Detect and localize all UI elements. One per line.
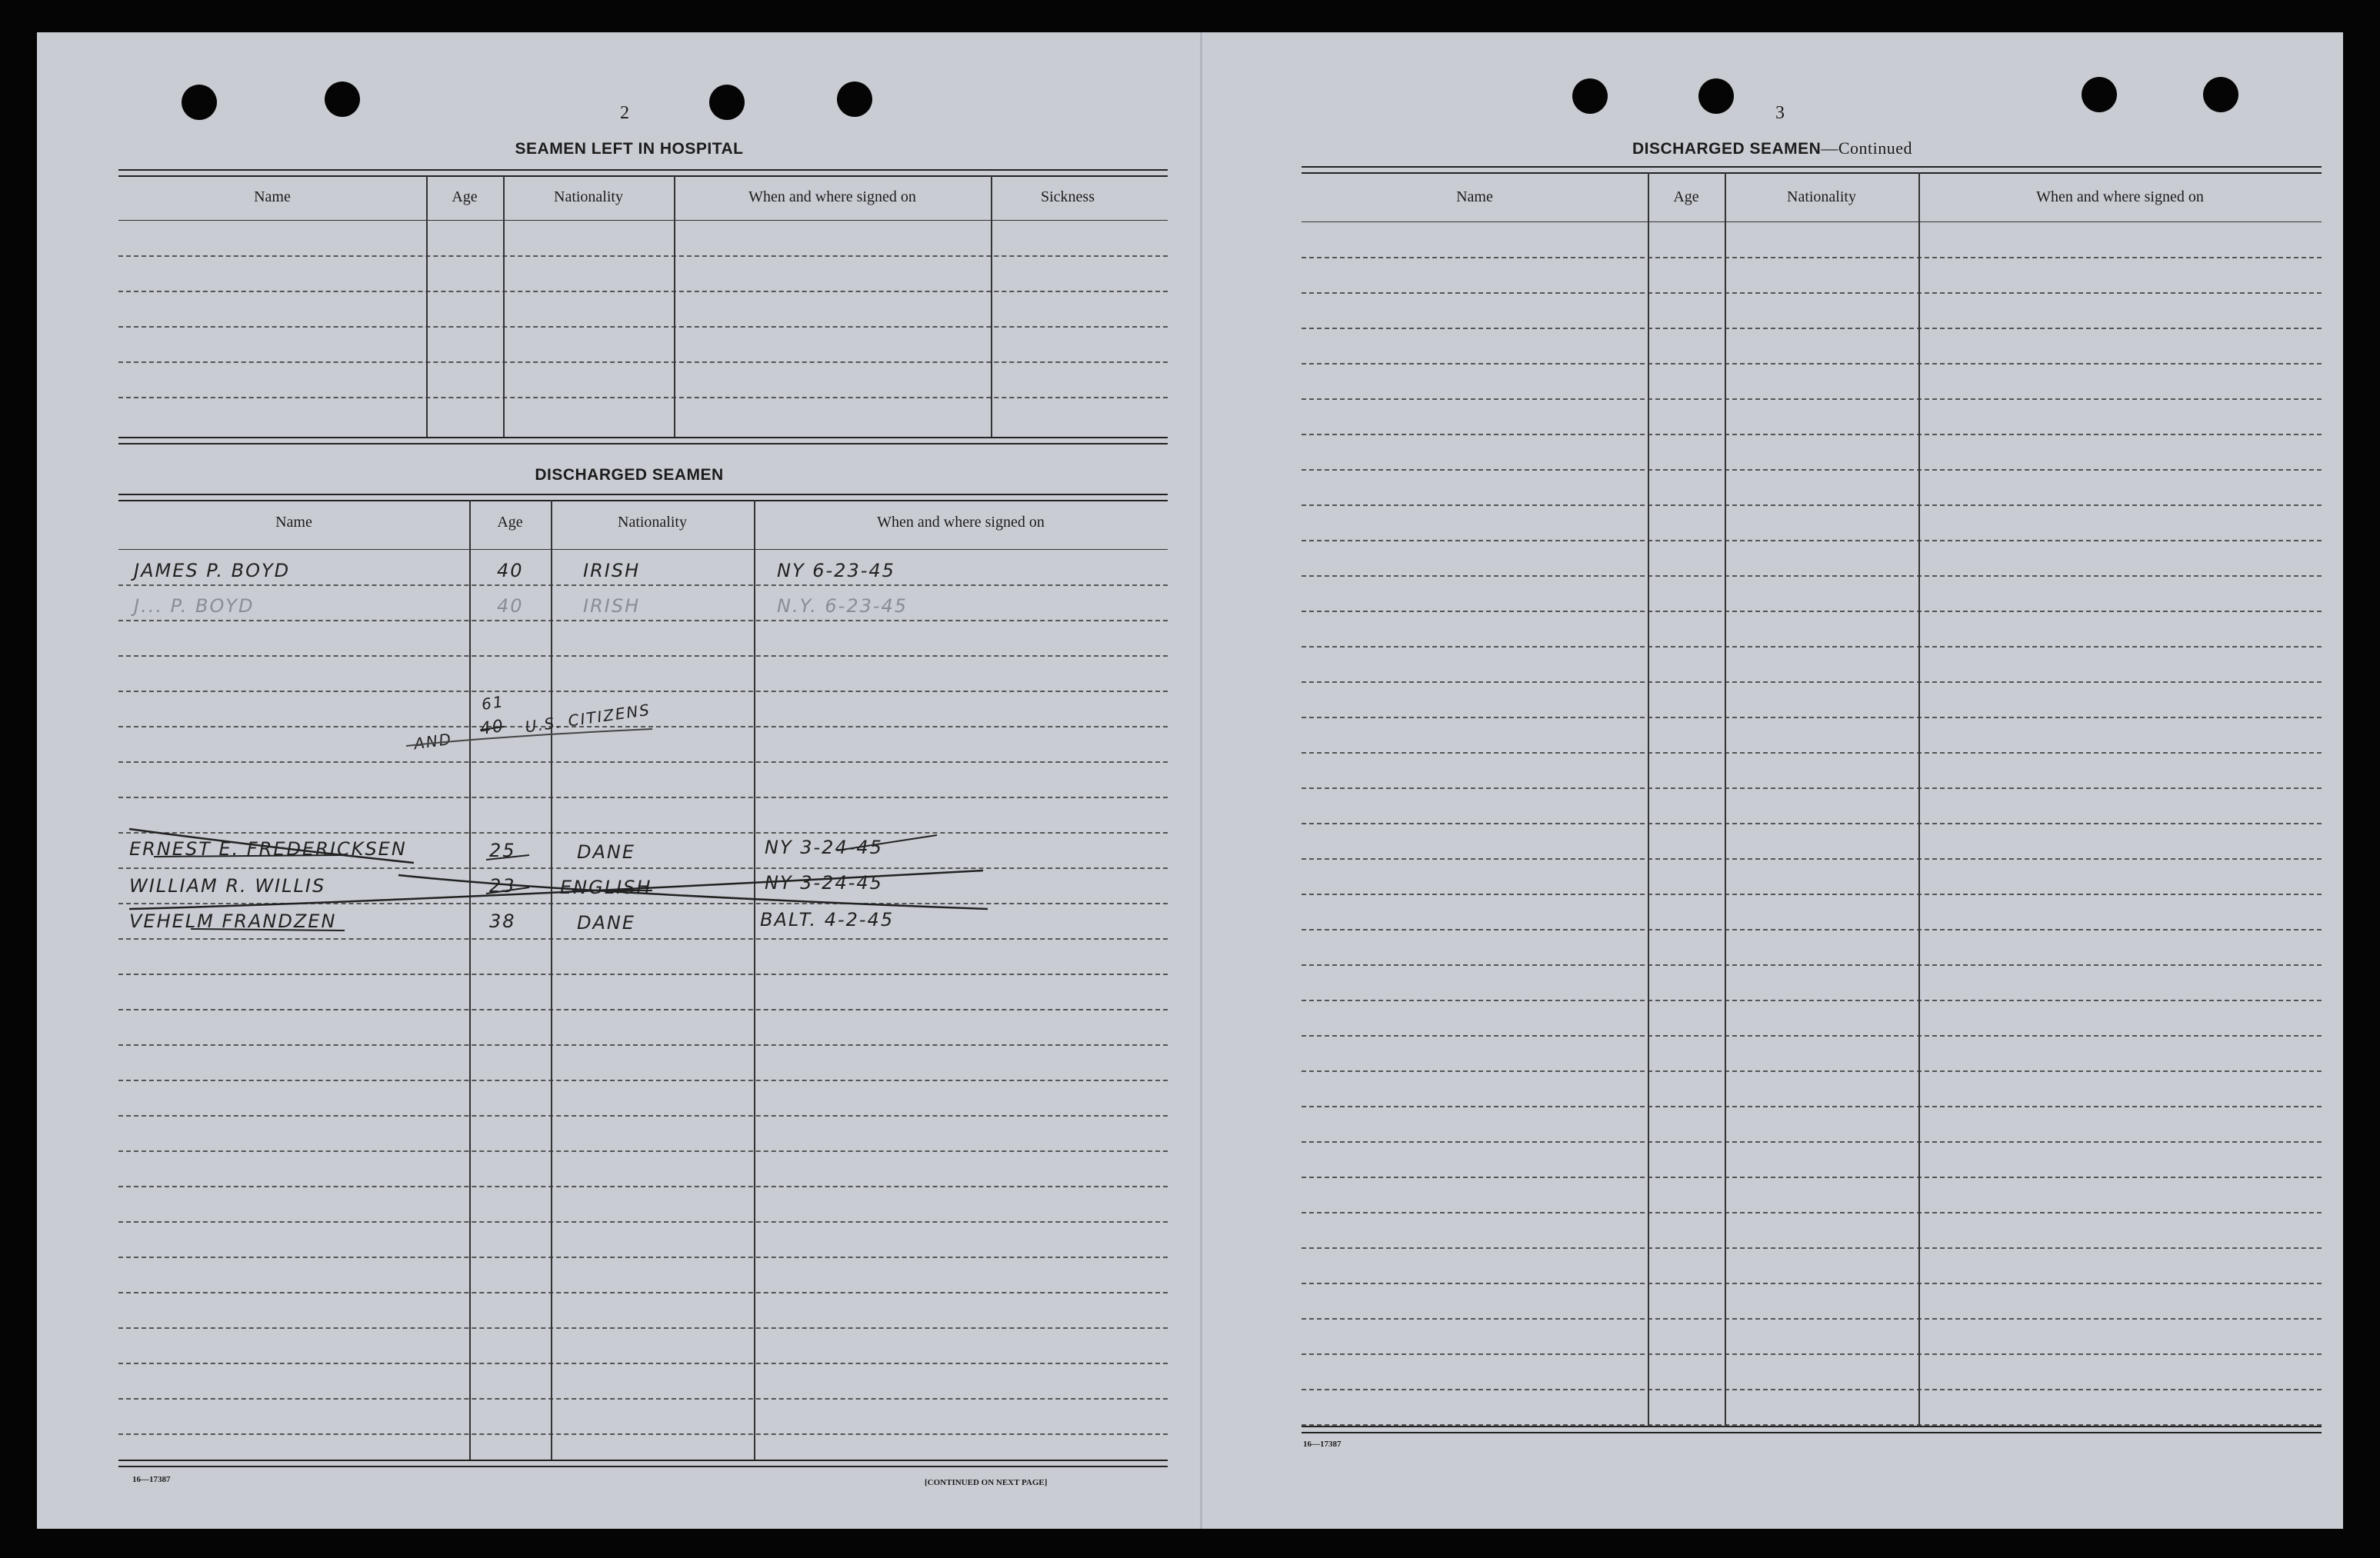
entry-age: 38 <box>489 910 516 932</box>
page-number: 3 <box>1775 103 1785 123</box>
entry-nationality: IRISH <box>583 560 641 581</box>
annotation-old-number: 40 <box>478 716 506 740</box>
entry-signed-on: NY 3-24-45 <box>765 872 883 894</box>
continued-col-nationality: Nationality <box>1787 188 1856 205</box>
entry-signed-on: BALT. 4-2-45 <box>760 909 895 930</box>
continued-col-name: Name <box>1456 188 1493 205</box>
entry-nationality: DANE <box>577 912 636 934</box>
left-page <box>37 32 1202 1529</box>
discharged-col-signed-on: When and where signed on <box>877 514 1045 531</box>
pen-strike-marks <box>37 32 1202 1529</box>
discharged-col-name: Name <box>275 514 312 531</box>
punch-hole <box>1698 78 1734 114</box>
entry-signed-on: NY 6-23-45 <box>777 560 895 581</box>
entry-nationality: DANE <box>577 841 636 863</box>
page-number: 2 <box>620 103 629 123</box>
punch-hole <box>1572 78 1608 114</box>
entry-name: WILLIAM R. WILLIS <box>129 875 326 897</box>
entry-nationality: IRISH <box>583 595 641 617</box>
continued-col-age: Age <box>1673 188 1699 205</box>
continued-col-signed-on: When and where signed on <box>2036 188 2204 205</box>
entry-age: 40 <box>497 595 524 617</box>
discharged-section-title: DISCHARGED SEAMEN <box>535 466 724 484</box>
discharged-col-nationality: Nationality <box>618 514 687 531</box>
punch-hole <box>2203 77 2238 112</box>
entry-signed-on: NY 3-24-45 <box>765 837 883 858</box>
entry-name: JAMES P. BOYD <box>134 560 291 581</box>
page-gutter <box>1200 32 1202 1529</box>
continued-note: [CONTINUED ON NEXT PAGE] <box>925 1478 1048 1487</box>
entry-age: 23 <box>489 875 516 897</box>
entry-age: 25 <box>489 840 516 861</box>
entry-name: VEHELM FRANDZEN <box>129 910 337 932</box>
form-number: 16—17387 <box>132 1475 171 1484</box>
punch-hole <box>2082 77 2117 112</box>
hospital-col-name: Name <box>254 188 291 205</box>
annotation-citizens: U.S. CITIZENS <box>524 700 652 737</box>
entry-signed-on: N.Y. 6-23-45 <box>777 595 908 617</box>
hospital-col-signed-on: When and where signed on <box>748 188 916 205</box>
annotation-new-number: 61 <box>480 692 505 714</box>
discharged-col-age: Age <box>497 514 523 531</box>
hospital-col-nationality: Nationality <box>554 188 623 205</box>
hospital-col-age: Age <box>452 188 478 205</box>
discharged-continued-title: DISCHARGED SEAMEN—Continued <box>1632 138 1913 158</box>
right-page <box>1202 32 2343 1529</box>
form-number: 16—17387 <box>1303 1440 1342 1449</box>
entry-name: J... P. BOYD <box>134 595 255 617</box>
hospital-col-sickness: Sickness <box>1041 188 1095 205</box>
annotation-and: AND <box>412 729 454 754</box>
entry-nationality: ENGLISH <box>560 877 652 898</box>
entry-name: ERNEST E. FREDERICKSEN <box>129 838 407 860</box>
entry-age: 40 <box>497 560 524 581</box>
hospital-section-title: SEAMEN LEFT IN HOSPITAL <box>515 140 744 158</box>
document-sheet <box>37 32 2343 1529</box>
